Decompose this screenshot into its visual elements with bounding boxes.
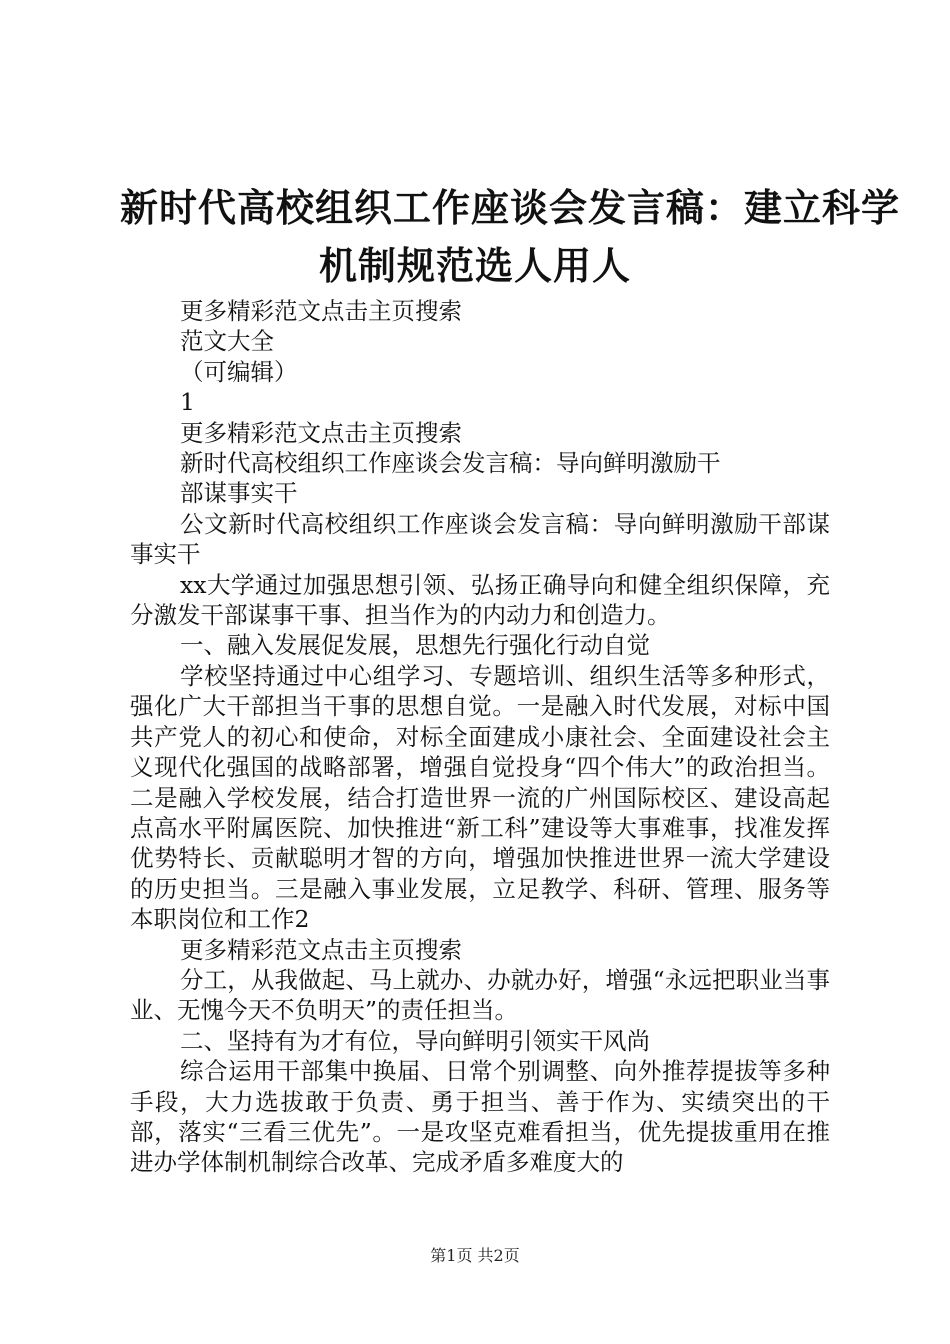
section-heading: 二、坚持有为才有位，导向鲜明引领实干风尚: [180, 1026, 650, 1055]
paragraph: xx大学通过加强思想引领、弘扬正确导向和健全组织保障，充分激发干部谋事干事、担当作为的内动力和创造力。: [130, 570, 830, 630]
paragraph: 分工，从我做起、马上就办、办就办好，增强“永远把职业当事业、无愧今天不负明天”的责任担当。: [130, 965, 830, 1025]
paragraph: 综合运用干部集中换届、日常个别调整、向外推荐提拔等多种手段，大力选拔敢于负责、勇于担当、善于作为、实绩突出的干部，落实“三看三优先”。一是攻坚克难看担当，优先提拔重用在推进办学体制机制综合改革、完成矛盾多难度大的: [130, 1057, 830, 1177]
paragraph: 更多精彩范文点击主页搜索: [180, 297, 462, 325]
section-heading: 一、融入发展促发展，思想先行强化行动自觉: [180, 631, 650, 660]
paragraph: （可编辑）: [180, 357, 298, 386]
paragraph: 更多精彩范文点击主页搜索: [180, 418, 462, 447]
paragraph: 新时代高校组织工作座谈会发言稿：导向鲜明激励干: [180, 449, 721, 478]
paragraph: 公文新时代高校组织工作座谈会发言稿：导向鲜明激励干部谋事实干: [130, 509, 830, 569]
page-footer: 第1页 共2页: [430, 1246, 520, 1265]
document-title-line-1: 新时代高校组织工作座谈会发言稿：建立科学: [120, 185, 901, 230]
document-body: [130, 296, 830, 1178]
paragraph: 范文大全: [180, 327, 274, 356]
paragraph: 1: [180, 388, 195, 417]
paragraph: 部谋事实干: [180, 479, 298, 508]
paragraph: 学校坚持通过中心组学习、专题培训、组织生活等多种形式，强化广大干部担当干事的思想自觉。一是融入时代发展，对标中国共产党人的初心和使命，对标全面建成小康社会、全面建设社会主义现代化强国的战略部署，增强自觉投身“四个伟大”的政治担当。二是融入学校发展，结合打造世界一流的广州国际校区、建设高起点高水平附属医院、加快推进“新工科”建设等大事难事，找准发挥优势特长、贡献聪明才智的方向，增强加快推进世界一流大学建设的历史担当。三是融入事业发展，立足教学、科研、管理、服务等本职岗位和工作2: [130, 661, 830, 934]
document-title-line-2: 机制规范选人用人: [318, 243, 631, 288]
paragraph: 更多精彩范文点击主页搜索: [180, 935, 462, 964]
